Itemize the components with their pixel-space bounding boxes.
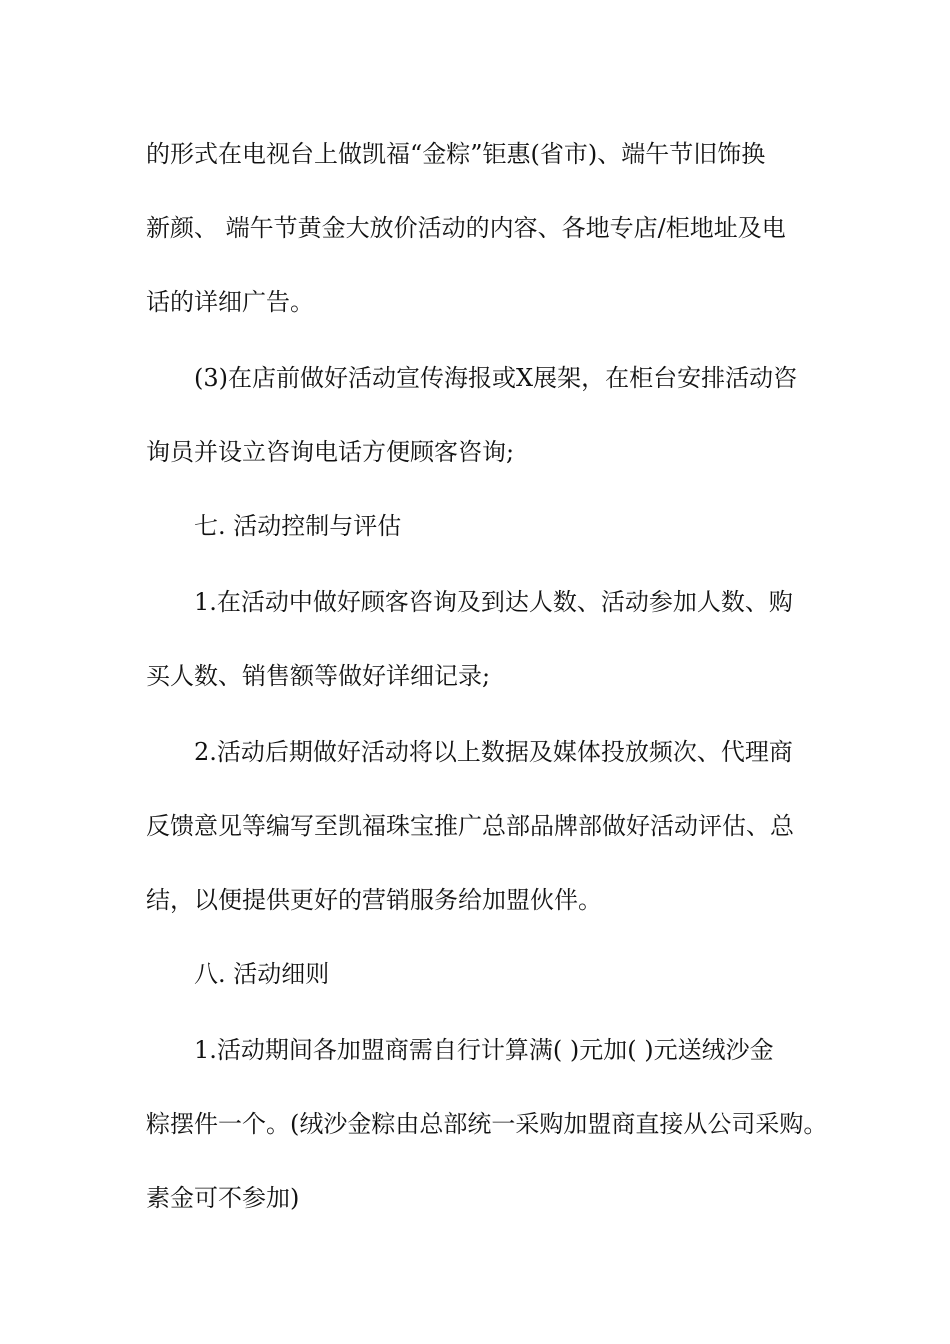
section-heading-8: 八. 活动细则 [194, 960, 330, 988]
paragraph-line-12: 粽摆件一个。(绒沙金粽由总部统一采购加盟商直接从公司采购。 [146, 1110, 828, 1138]
paragraph-line-4: (3)在店前做好活动宣传海报或X展架，在柜台安排活动咨 [194, 364, 798, 392]
paragraph-line-7: 买人数、销售额等做好详细记录; [146, 662, 491, 690]
paragraph-line-1: 的形式在电视台上做凯福“金粽”钜惠(省市)、端午节旧饰换 [146, 140, 766, 168]
paragraph-line-6: 1.在活动中做好顾客咨询及到达人数、活动参加人数、购 [194, 588, 793, 616]
paragraph-line-13: 素金可不参加) [146, 1184, 300, 1212]
paragraph-line-2: 新颜、 端午节黄金大放价活动的内容、各地专店/柜地址及电 [146, 214, 786, 242]
paragraph-line-3: 话的详细广告。 [146, 288, 314, 316]
section-heading-7: 七. 活动控制与评估 [194, 512, 402, 540]
paragraph-line-11: 1.活动期间各加盟商需自行计算满( )元加( )元送绒沙金 [194, 1036, 774, 1064]
paragraph-line-5: 询员并设立咨询电话方便顾客咨询; [146, 438, 515, 466]
paragraph-line-10: 结，以便提供更好的营销服务给加盟伙伴。 [146, 886, 602, 914]
paragraph-line-9: 反馈意见等编写至凯福珠宝推广总部品牌部做好活动评估、总 [146, 812, 794, 840]
paragraph-line-8: 2.活动后期做好活动将以上数据及媒体投放频次、代理商 [194, 738, 793, 766]
